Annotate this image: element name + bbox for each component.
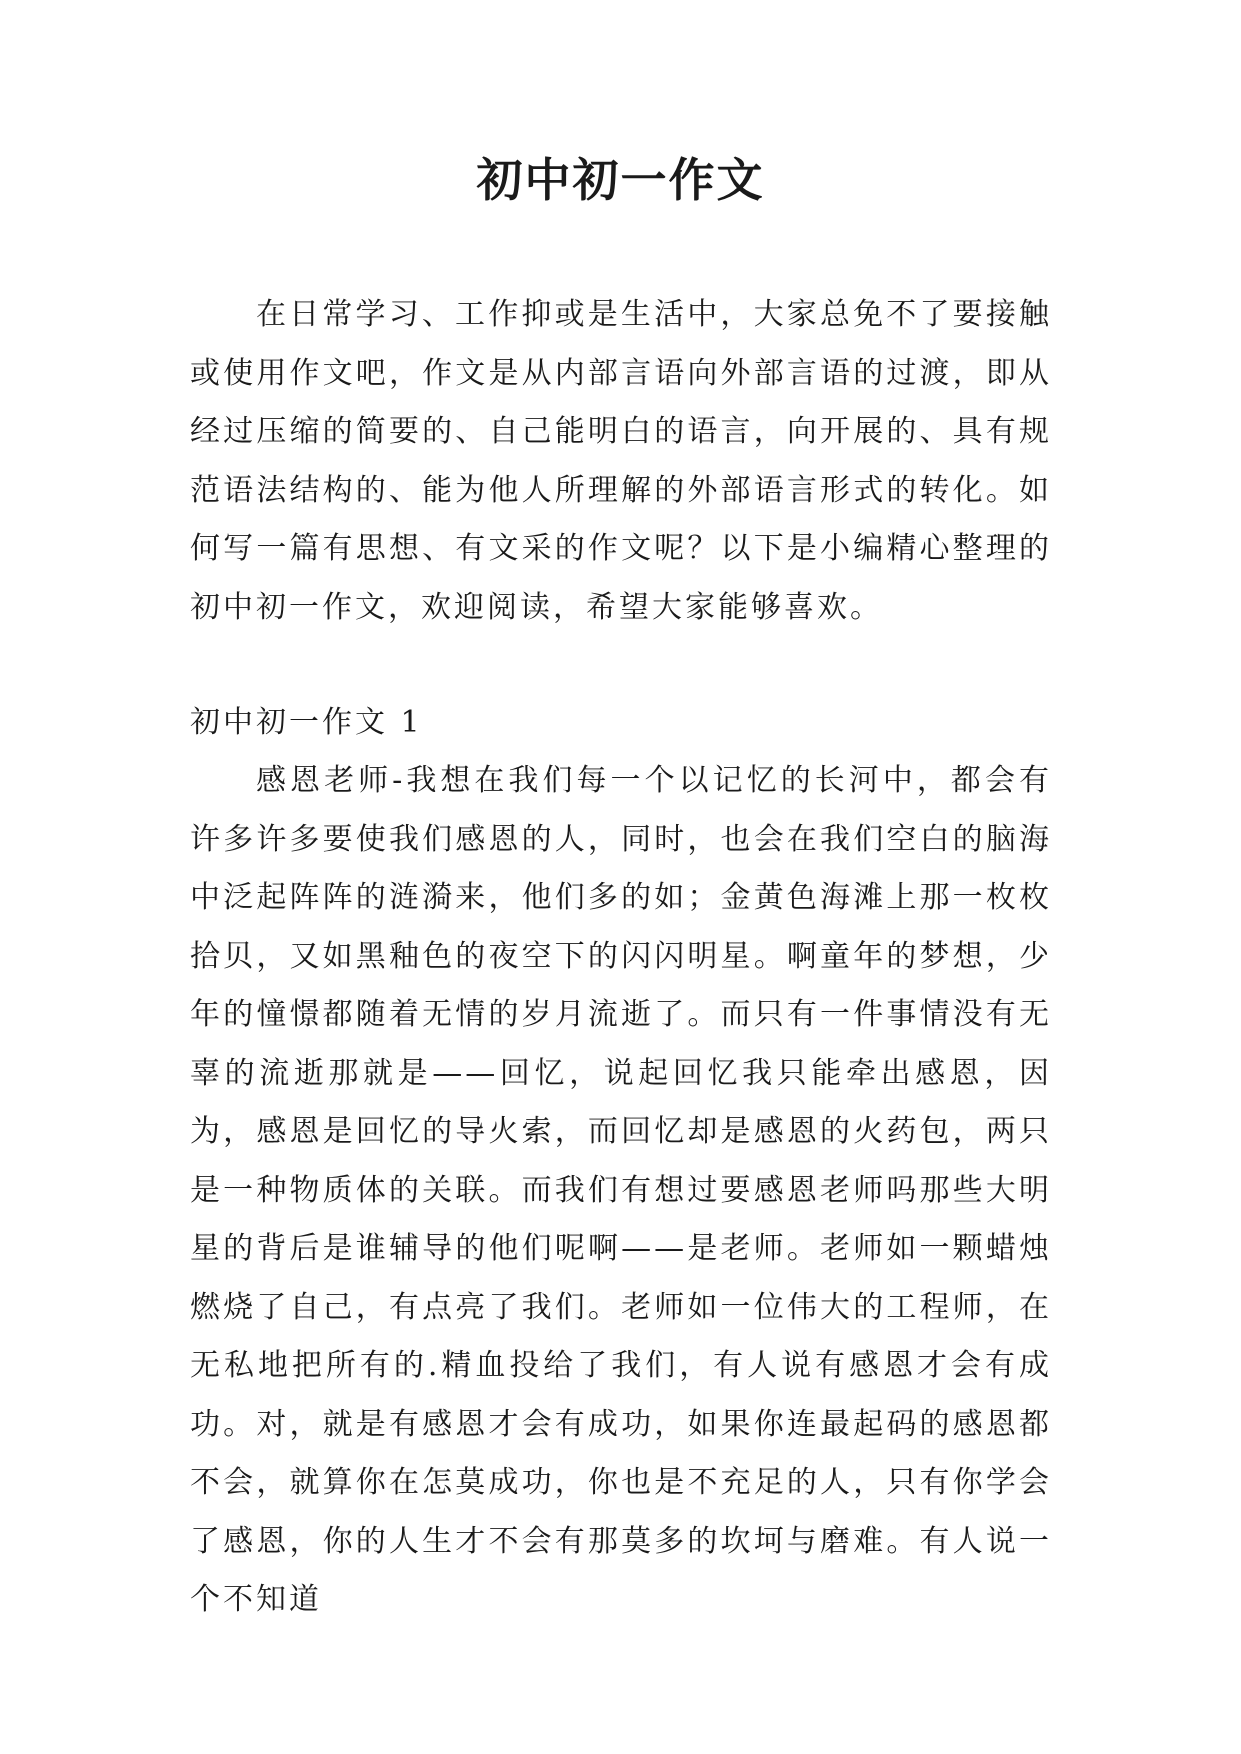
document-title: 初中初一作文 (476, 153, 765, 207)
section-heading: 初中初一作文 1 (190, 705, 423, 740)
intro-paragraph: 在日常学习、工作抑或是生活中，大家总免不了要接触或使用作文吧，作文是从内部言语向外部言语的过渡，即从经过压缩的简要的、自己能明白的语言，向开展的、具有规范语法结构的、能为他人所理解的外部语言形式的转化。如何写一篇有思想、有文采的作文呢？以下是小编精心整理的初中初一作文，欢迎阅读，希望大家能够喜欢。 (190, 297, 1052, 625)
essay-paragraph: 感恩老师-我想在我们每一个以记忆的长河中，都会有许多许多要使我们感恩的人，同时，也会在我们空白的脑海中泛起阵阵的涟漪来，他们多的如；金黄色海滩上那一枚枚拾贝，又如黑釉色的夜空下的闪闪明星。啊童年的梦想，少年的憧憬都随着无情的岁月流逝了。而只有一件事情没有无辜的流逝那就是——回忆，说起回忆我只能牵出感恩，因为，感恩是回忆的导火索，而回忆却是感恩的火药包，两只是一种物质体的关联。而我们有想过要感恩老师吗那些大明星的背后是谁辅导的他们呢啊——是老师。老师如一颗蜡烛燃烧了自己，有点亮了我们。老师如一位伟大的工程师，在无私地把所有的.精血投给了我们，有人说有感恩才会有成功。对，就是有感恩才会有成功，如果你连最起码的感恩都不会，就算你在怎莫成功，你也是不充足的人，只有你学会了感恩，你的人生才不会有那莫多的坎坷与磨难。有人说一个不知道 (190, 763, 1052, 1617)
